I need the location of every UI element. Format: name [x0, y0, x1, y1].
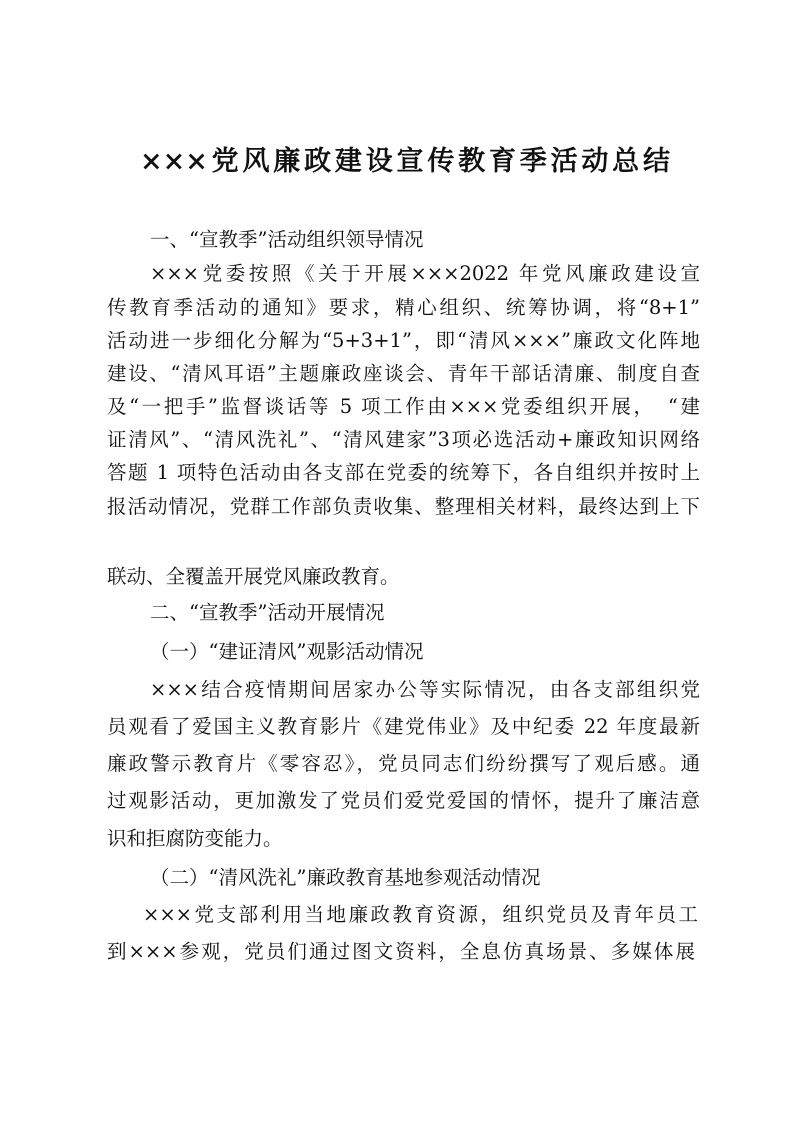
paragraph-line: 报活动情况，党群工作部负责收集、整理相关材料，最终达到上下: [107, 495, 700, 518]
document-title: ×××党风廉政建设宣传教育季活动总结: [140, 146, 670, 177]
paragraph-line: 证清风”、“清风洗礼”、“清风建家”3项必选活动+廉政知识网络: [107, 428, 700, 451]
paragraph-line: 建设、“清风耳语”主题廉政座谈会、青年干部话清廉、制度自查: [107, 362, 700, 385]
paragraph-line: 员观看了爱国主义教育影片《建党伟业》及中纪委 22 年度最新: [107, 715, 700, 738]
subsection-heading-2: （二）“清风洗礼”廉政教育基地参观活动情况: [150, 866, 541, 889]
paragraph-line: 廉政警示教育片《零容忍》，党员同志们纷纷撰写了观后感。通: [107, 752, 700, 775]
subsection-heading-1: （一）“建证清风”观影活动情况: [150, 640, 424, 663]
paragraph-line: 活动进一步细化分解为“5+3+1”，即“清风×××”廉政文化阵地: [107, 329, 700, 352]
paragraph-line: 联动、全覆盖开展党风廉政教育。: [107, 565, 400, 588]
section-heading-2: 二、“宣教季”活动开展情况: [150, 601, 385, 624]
section-heading-1: 一、“宣教季”活动组织领导情况: [150, 228, 424, 251]
paragraph-line: 过观影活动，更加激发了党员们爱党爱国的情怀，提升了廉洁意: [107, 789, 700, 812]
paragraph-line: 传教育季活动的通知》要求，精心组织、统筹协调，将“8+1”: [107, 296, 700, 319]
paragraph-line: 答题 1 项特色活动由各支部在党委的统筹下，各自组织并按时上: [107, 461, 700, 484]
paragraph-line: ×××结合疫情期间居家办公等实际情况，由各支部组织党: [150, 678, 700, 701]
paragraph-line: 识和拒腐防变能力。: [107, 827, 283, 850]
paragraph-line: 及“一把手”监督谈话等 5 项工作由×××党委组织开展， “建: [107, 395, 700, 418]
paragraph-line: ×××党支部利用当地廉政教育资源，组织党员及青年员工: [143, 903, 698, 926]
paragraph-line: ×××党委按照《关于开展×××2022 年党风廉政建设宣: [150, 262, 700, 285]
paragraph-line: 到×××参观，党员们通过图文资料，全息仿真场景、多媒体展: [107, 940, 695, 963]
